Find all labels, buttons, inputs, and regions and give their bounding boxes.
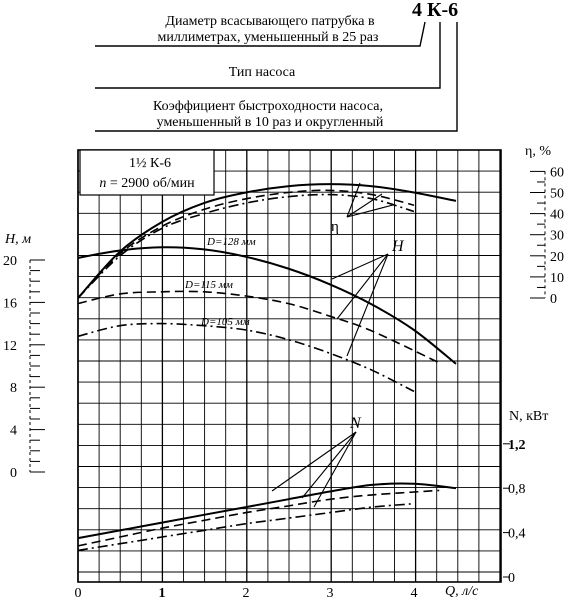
header-label-diameter-line2: миллиметрах, уменьшенный в 25 раз [157, 30, 379, 45]
curve-n-dashdot [78, 504, 414, 551]
annotation-leader [272, 432, 356, 491]
annotation-d115: D=115 мм [185, 279, 233, 291]
x-axis-label: Q, л/с [445, 584, 479, 599]
eta-axis-tick-label: 50 [550, 186, 564, 202]
h-axis-tick-label: 12 [3, 338, 17, 354]
n-axis-tick-label: 1,2 [508, 437, 526, 453]
chart-title-speed-symbol: n [99, 176, 107, 191]
chart-title-line1: 1½ К-6 [129, 156, 171, 171]
chart-title-line2 [99, 176, 195, 191]
x-axis-tick-label: 4 [410, 586, 418, 601]
header-label-speed-line1: Коэффициент быстроходности насоса, [152, 99, 384, 114]
annotation-d128: D=128 мм [207, 236, 256, 248]
eta-axis-tick-label: 30 [550, 228, 564, 244]
chart-title-speed-value: = 2900 об/мин [106, 176, 195, 191]
curve-annotations [184, 183, 405, 507]
annotation-leader [347, 183, 360, 217]
header-label-type: Тип насоса [228, 65, 296, 80]
n-axis-tick-label: 0 [508, 571, 515, 586]
h-axis-tick-label: 20 [3, 254, 17, 269]
pump-designation: 4 К-6 [412, 0, 459, 21]
annotation-leader [314, 432, 356, 507]
eta-axis-tick-label: 20 [550, 249, 564, 265]
curve-n-dashed [78, 490, 439, 546]
x-axis-tick-label: 2 [242, 586, 250, 601]
curve-h-dashed [78, 291, 439, 362]
header-label-speed-line2: уменьшенный в 10 раз и округленный [156, 115, 384, 130]
n-axis-tick-label: 0,8 [508, 482, 526, 498]
annotation-h: H [392, 238, 404, 255]
x-axis-tick-label: 1 [158, 586, 166, 601]
eta-axis-label: η, % [525, 144, 551, 159]
annotation-leader [347, 205, 393, 217]
n-axis-label: N, кВт [509, 409, 549, 424]
eta-axis-tick-label: 10 [550, 270, 564, 286]
annotation-eta: η [331, 219, 339, 235]
annotation-d105: D=105 мм [201, 316, 250, 328]
h-axis-tick-label: 16 [3, 296, 17, 312]
eta-axis-tick-label: 40 [550, 207, 564, 223]
curve-h-dashdot [78, 324, 414, 392]
eta-axis-tick-label: 60 [550, 165, 564, 181]
x-axis-tick-label: 3 [326, 586, 334, 601]
h-axis-label: H, м [5, 232, 32, 247]
annotation-n: N [350, 415, 361, 432]
h-axis-tick-label: 8 [10, 381, 17, 397]
n-axis-tick-label: 0,4 [508, 526, 526, 542]
header-label-diameter-line1: Диаметр всасывающего патрубка в [165, 14, 375, 29]
h-axis-tick-label: 0 [10, 466, 17, 481]
eta-axis-tick-label: 0 [550, 292, 557, 307]
curve-h-solid [78, 247, 456, 364]
x-axis-tick-label: 0 [74, 586, 82, 601]
h-axis-tick-label: 4 [10, 423, 17, 439]
